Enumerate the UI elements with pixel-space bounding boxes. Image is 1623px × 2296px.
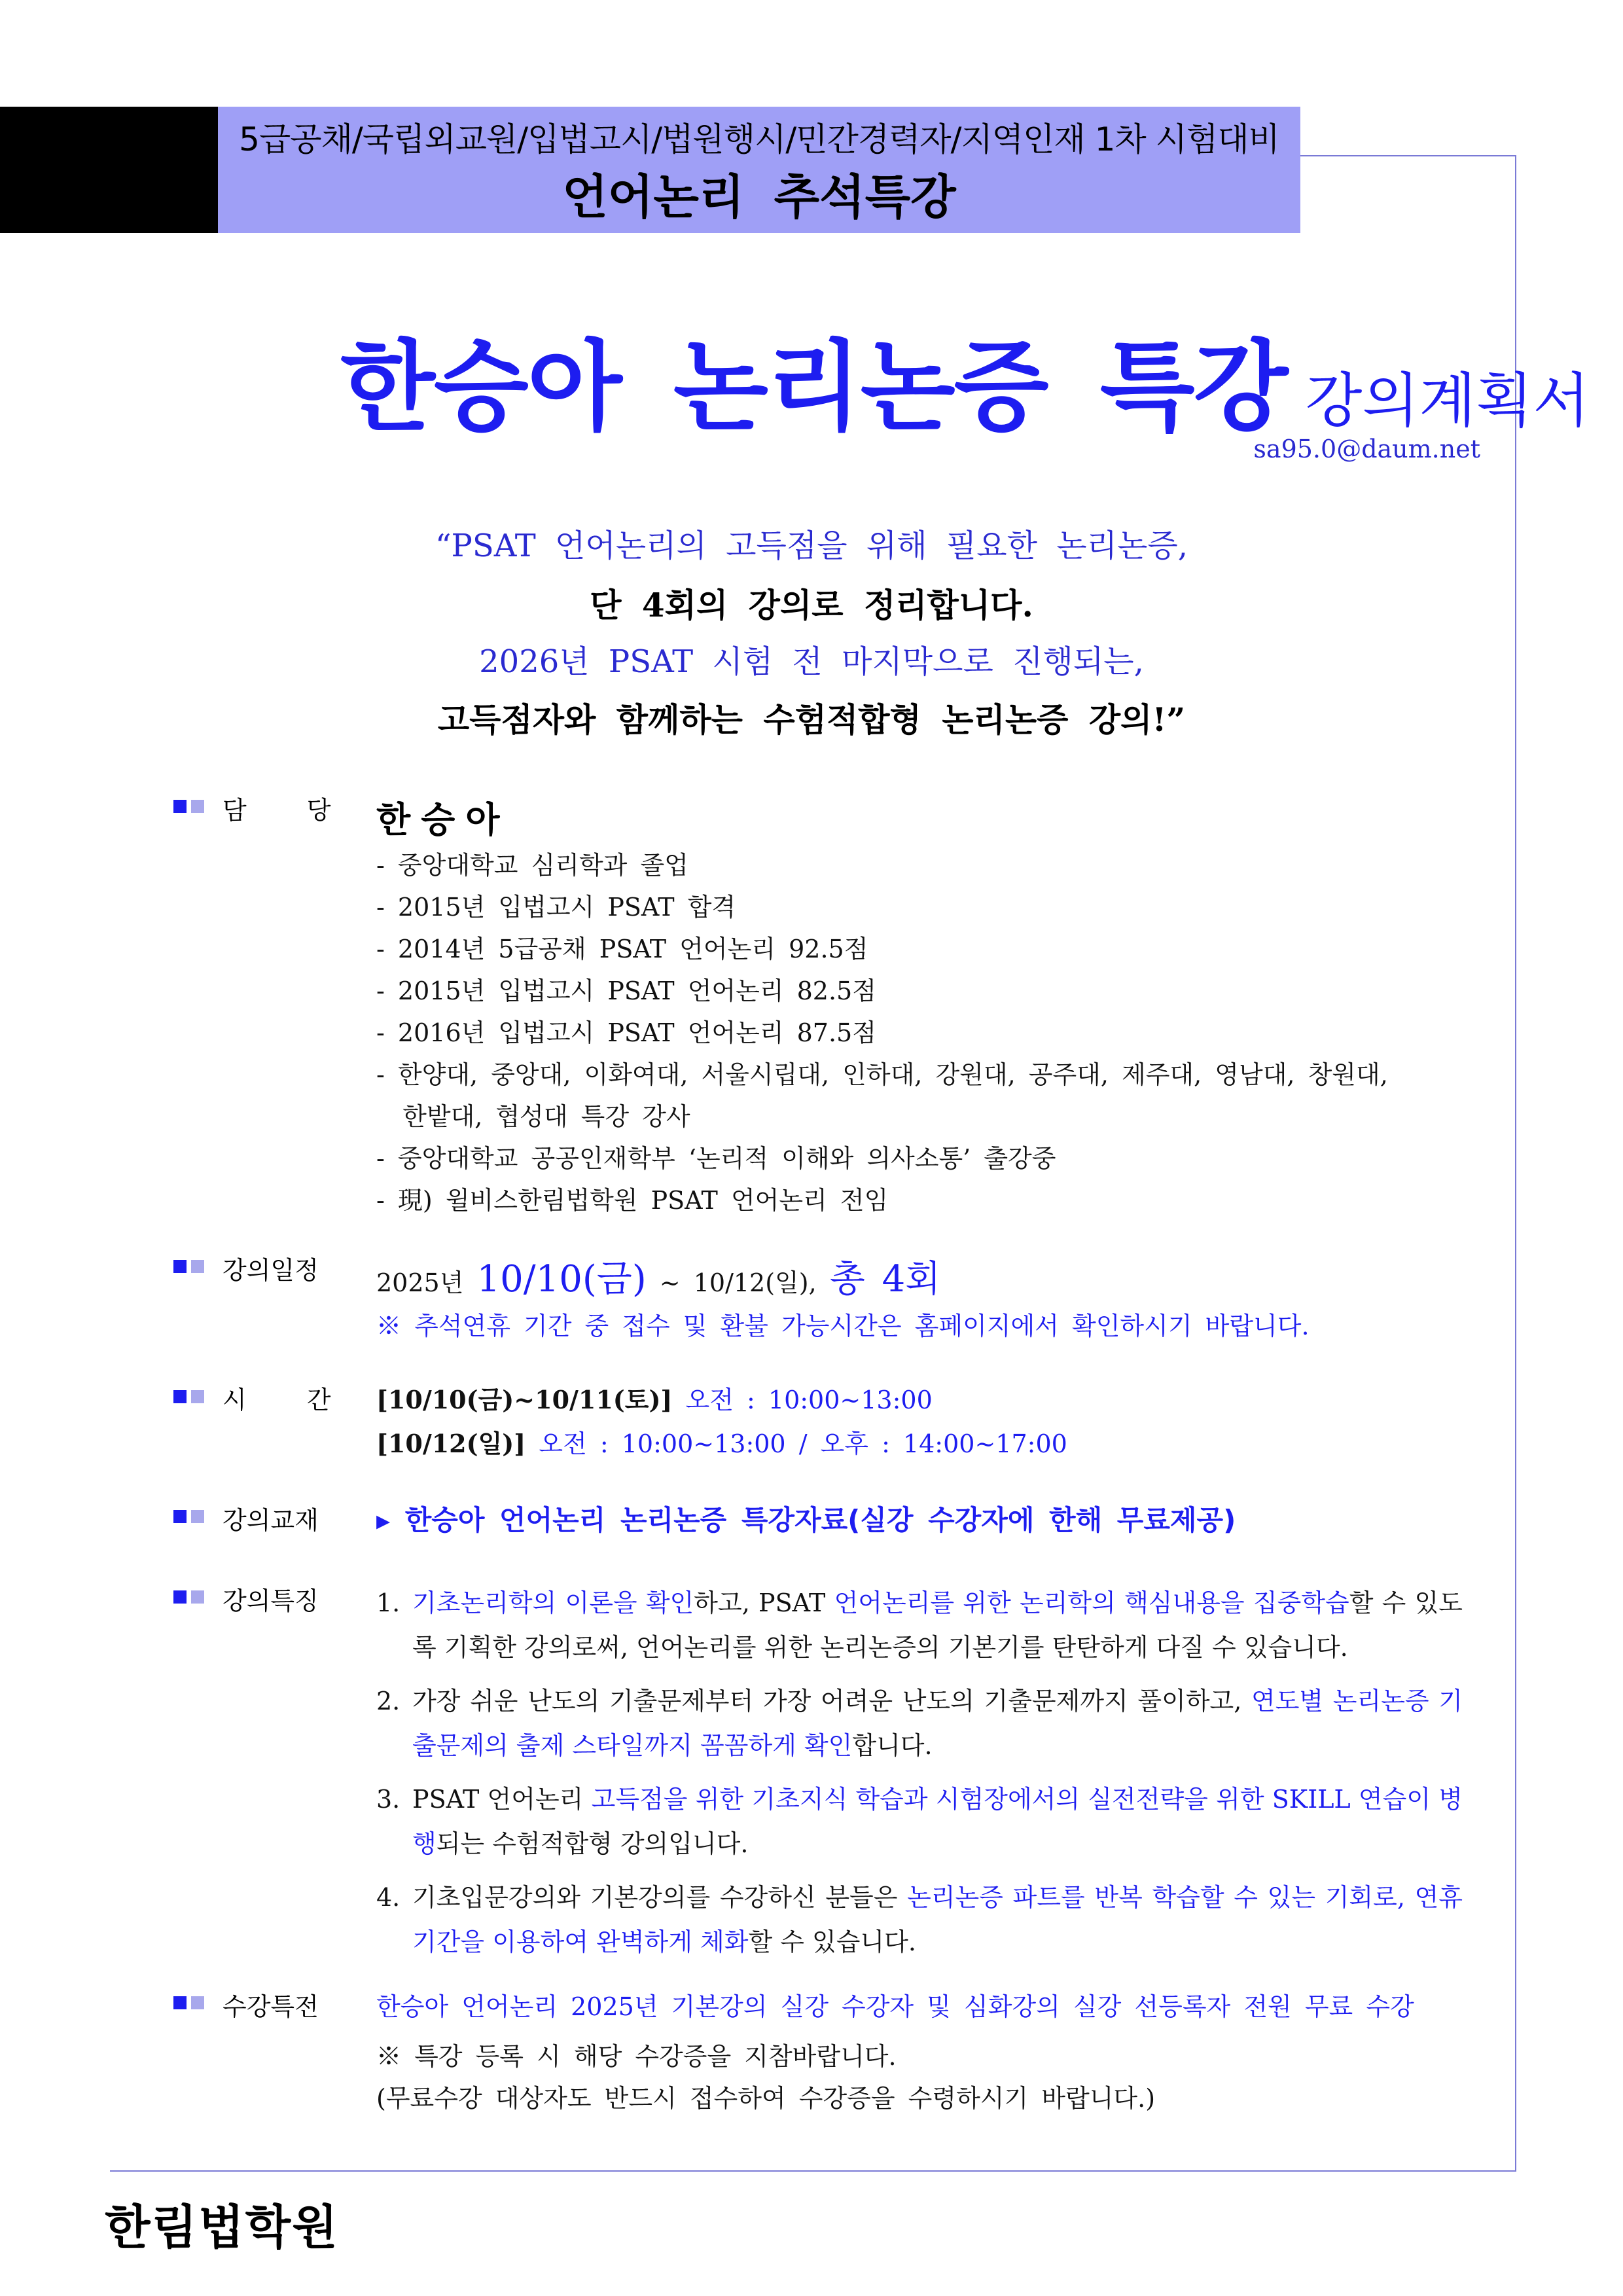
features-label: 강의특징 <box>223 1587 319 1615</box>
time-row-2-days: [10/12(일)] <box>376 1429 526 1458</box>
header-black-block <box>0 107 218 233</box>
career-item: - 2015년 입법고시 PSAT 합격 <box>376 893 736 922</box>
quote-line-2: 단 4회의 강의로 정리합니다. <box>590 586 1033 624</box>
feature-item <box>376 1581 1463 1670</box>
quote-line-3: 2026년 PSAT 시험 전 마지막으로 진행되는, <box>479 643 1144 680</box>
career-item: - 중앙대학교 공공인재학부 ‘논리적 이해와 의사소통’ 출강중 <box>376 1144 1056 1173</box>
feature-item <box>376 1875 1463 1964</box>
career-item: - 2015년 입법고시 PSAT 언어논리 82.5점 <box>376 977 876 1005</box>
feature-text: 되는 수험적합형 강의입니다. <box>436 1829 749 1858</box>
feature-text: 할 수 있습니다. <box>748 1928 916 1956</box>
feature-number: 2. <box>376 1687 401 1715</box>
feature-text: 하고, PSAT <box>694 1588 834 1617</box>
textbook-text: ▸ 한승아 언어논리 논리논증 특강자료(실강 수강자에 한해 무료제공) <box>376 1504 1236 1536</box>
feature-item <box>376 1777 1463 1866</box>
feature-text: 할 수 있도록 기획한 강의로써, 언어논리를 위한 논리논증의 기본기를 탄탄하게 다질 수 있습니다. <box>412 1588 1463 1662</box>
academy-logo: 한림법학원 <box>105 2200 339 2255</box>
time-row-1-days: [10/10(금)~10/11(토)] <box>376 1385 673 1414</box>
header-subtitle: 5급공채/국립외교원/입법고시/법원행시/민간경력자/지역인재 1차 시험대비 <box>239 120 1279 158</box>
frame-right-border <box>1515 155 1516 2171</box>
career-item: - 現) 윌비스한림법학원 PSAT 언어논리 전임 <box>376 1186 889 1215</box>
bullet-icon <box>173 1260 213 1273</box>
career-item: - 중앙대학교 심리학과 졸업 <box>376 851 688 880</box>
feature-text: 가장 쉬운 난도의 기출문제부터 가장 어려운 난도의 기출문제까지 풀이하고, <box>412 1687 1251 1715</box>
frame-top-border <box>1300 155 1516 156</box>
bullet-icon <box>173 1510 213 1523</box>
feature-text: PSAT 언어논리 <box>412 1785 592 1814</box>
lecture-plan-label: 강의계획서 <box>1305 367 1590 435</box>
feature-number: 1. <box>376 1588 401 1617</box>
career-item: - 한양대, 중앙대, 이화여대, 서울시립대, 인하대, 강원대, 공주대, 제주대, 영남대, 창원대, <box>376 1060 1388 1089</box>
time-row-1 <box>376 1380 933 1416</box>
frame-bottom-border <box>110 2170 1516 2172</box>
career-item: 한밭대, 협성대 특강 강사 <box>376 1102 690 1131</box>
feature-text: 기초입문강의와 기본강의를 수강하신 분들은 <box>412 1883 908 1912</box>
schedule-line <box>376 1250 940 1302</box>
header-band <box>218 107 1300 233</box>
bullet-icon <box>173 1996 213 2009</box>
lecture-title: 한승아 논리논증 특강 <box>340 331 1287 444</box>
time-row-2-time: 오전 : 10:00~13:00 / 오후 : 14:00~17:00 <box>539 1429 1067 1458</box>
feature-number: 4. <box>376 1883 401 1912</box>
quote-line-4: 고득점자와 함께하는 수험적합형 논리논증 강의!” <box>437 700 1186 739</box>
career-item: - 2016년 입법고시 PSAT 언어논리 87.5점 <box>376 1018 876 1047</box>
feature-text: 합니다. <box>852 1731 933 1760</box>
benefit-text: 한승아 언어논리 2025년 기본강의 실강 수강자 및 심화강의 실강 선등록자 전원 무료 수강 <box>376 1992 1414 2021</box>
feature-highlight: 연도별 논리논증 기출문제의 출제 스타일까지 꼼꼼하게 확인 <box>412 1687 1463 1760</box>
feature-highlight: 기초논리학의 이론을 확인 <box>412 1588 694 1617</box>
quote-line-1: “PSAT 언어논리의 고득점을 위해 필요한 논리논증, <box>435 528 1188 564</box>
time-row-1-time: 오전 : 10:00~13:00 <box>685 1386 933 1414</box>
features-list <box>376 1581 1463 1973</box>
bullet-icon <box>173 800 213 813</box>
bullet-icon <box>173 1390 213 1403</box>
schedule-end: ~ 10/12(일), <box>659 1268 817 1297</box>
instructor-name: 한승아 <box>376 798 510 840</box>
time-row-2 <box>376 1424 1067 1460</box>
benefit-notes <box>376 2036 1155 2119</box>
instructor-label: 담 당 <box>223 796 331 825</box>
schedule-year: 2025년 <box>376 1268 464 1297</box>
page-title <box>340 308 1590 449</box>
feature-item <box>376 1679 1463 1768</box>
contact-email: sa95.0@daum.net <box>1253 435 1480 463</box>
benefit-label: 수강특전 <box>223 1992 319 2021</box>
header-title: 언어논리 추석특강 <box>562 170 956 224</box>
bullet-icon <box>173 1590 213 1604</box>
schedule-total: 총 4회 <box>829 1258 941 1300</box>
schedule-label: 강의일정 <box>223 1256 319 1285</box>
textbook-label: 강의교재 <box>223 1506 319 1535</box>
feature-highlight: 논리논증 파트를 반복 학습할 수 있는 기회로, 연휴 기간을 이용하여 완벽하게 체화 <box>412 1883 1463 1956</box>
feature-highlight: 고득점을 위한 기초지식 학습과 시험장에서의 실전전략을 위한 SKILL 연습이 병행 <box>412 1785 1463 1858</box>
schedule-start: 10/10(금) <box>476 1258 647 1300</box>
career-item: - 2014년 5급공채 PSAT 언어논리 92.5점 <box>376 935 868 963</box>
time-label: 시 간 <box>223 1386 331 1414</box>
feature-highlight: 언어논리를 위한 논리학의 핵심내용을 집중학습 <box>834 1588 1349 1617</box>
benefit-note-1: ※ 특강 등록 시 해당 수강증을 지참바랍니다. <box>376 2042 897 2071</box>
benefit-note-2: (무료수강 대상자도 반드시 접수하여 수강증을 수령하시기 바랍니다.) <box>376 2084 1156 2113</box>
instructor-career-list <box>376 844 1388 1221</box>
schedule-notice: ※ 추석연휴 기간 중 접수 및 환불 가능시간은 홈페이지에서 확인하시기 바랍니다. <box>376 1312 1310 1340</box>
feature-number: 3. <box>376 1785 401 1814</box>
